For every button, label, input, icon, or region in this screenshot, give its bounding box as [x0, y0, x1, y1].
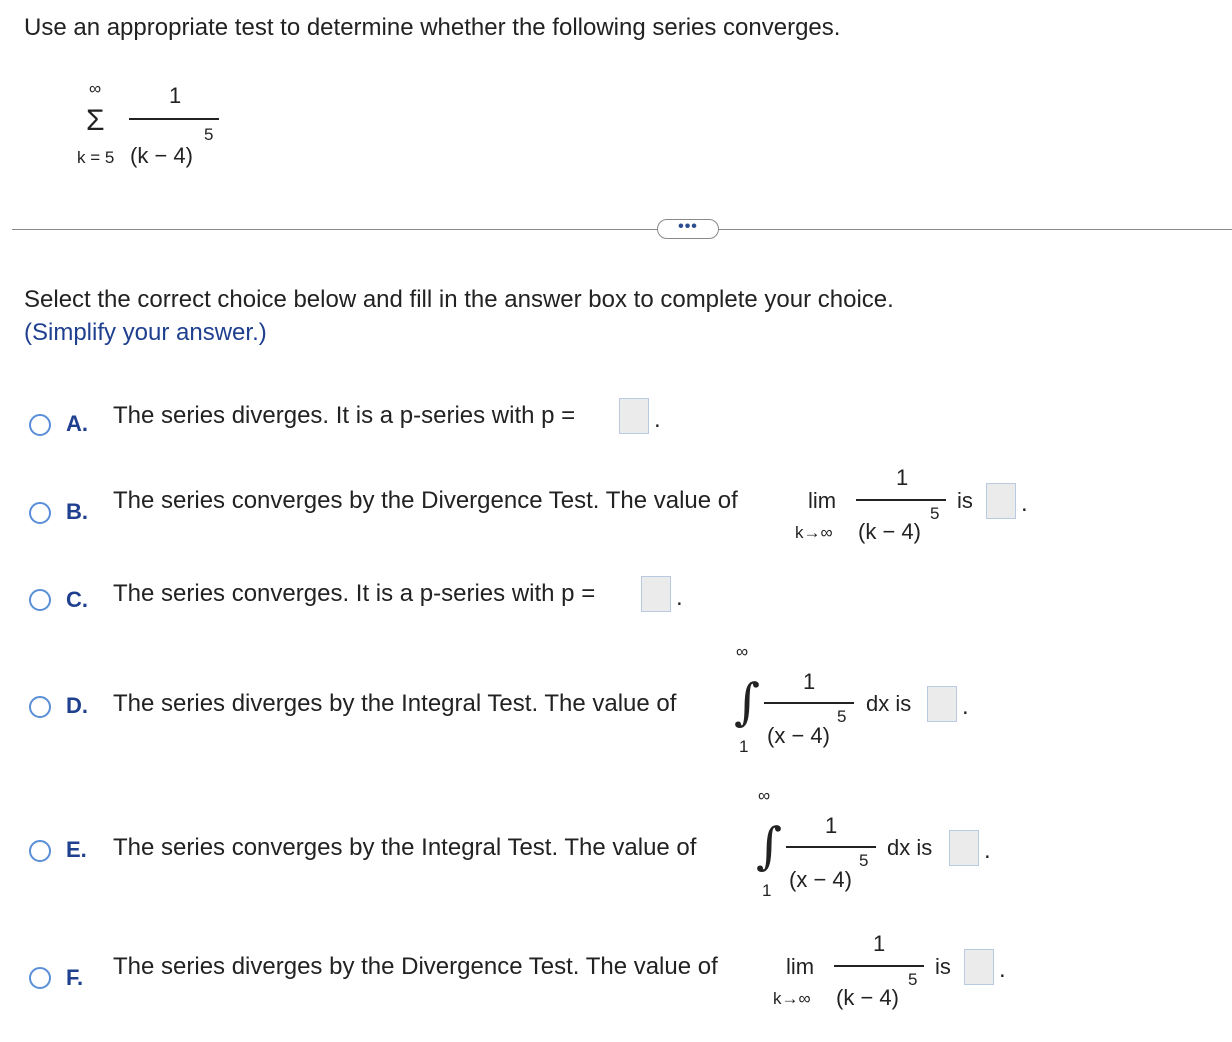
series-lower-limit: k = 5: [77, 148, 115, 167]
choice-e-text: The series converges by the Integral Test. The value of: [113, 834, 697, 861]
series-fraction-bar: [129, 118, 219, 120]
choice-d-dx-is: dx is: [866, 691, 912, 716]
choice-a-letter: A.: [66, 411, 88, 436]
sigma-symbol: Σ: [86, 104, 105, 137]
series-upper-limit: ∞: [89, 79, 102, 98]
choice-b-fraction-bar: [856, 499, 946, 501]
choice-e-letter: E.: [66, 837, 87, 862]
choice-b-letter: B.: [66, 499, 88, 524]
choice-f-period: .: [999, 956, 1006, 983]
choice-e-fraction-bar: [786, 846, 876, 848]
choice-d-exponent: 5: [837, 707, 847, 726]
section-divider: [12, 229, 1232, 230]
answer-box-b[interactable]: [986, 483, 1016, 519]
choice-f-text: The series diverges by the Divergence Test. The value of: [113, 953, 718, 980]
choice-a-period: .: [654, 406, 661, 433]
choice-f-is: is: [935, 954, 951, 979]
choice-e-lower-limit: 1: [762, 881, 772, 900]
choice-f-denominator: (k − 4): [836, 985, 899, 1010]
choice-c-letter: C.: [66, 587, 88, 612]
choice-e-upper-limit: ∞: [758, 786, 771, 805]
choice-e-exponent: 5: [859, 851, 869, 870]
choice-e-dx-is: dx is: [887, 835, 933, 860]
answer-box-c[interactable]: [641, 576, 671, 612]
radio-choice-d[interactable]: [29, 696, 51, 718]
radio-choice-f[interactable]: [29, 967, 51, 989]
series-exponent: 5: [204, 125, 214, 144]
choice-b-is: is: [957, 488, 973, 513]
radio-choice-e[interactable]: [29, 840, 51, 862]
choice-f-numerator: 1: [873, 931, 886, 956]
choice-d-upper-limit: ∞: [736, 642, 749, 661]
choice-e-period: .: [984, 837, 991, 864]
choice-d-numerator: 1: [803, 669, 816, 694]
choice-c-period: .: [676, 584, 683, 611]
choice-d-lower-limit: 1: [739, 737, 749, 756]
choice-b-denominator: (k − 4): [858, 519, 921, 544]
choice-a-text: The series diverges. It is a p-series with p =: [113, 402, 576, 429]
choice-f-lim: lim: [786, 954, 815, 979]
choice-f-letter: F.: [66, 965, 84, 990]
radio-choice-a[interactable]: [29, 414, 51, 436]
choice-b-exponent: 5: [930, 504, 940, 523]
radio-choice-b[interactable]: [29, 502, 51, 524]
answer-box-a[interactable]: [619, 398, 649, 434]
choice-c-text: The series converges. It is a p-series with p =: [113, 580, 596, 607]
ellipsis-icon: •••: [678, 217, 698, 235]
choice-f-exponent: 5: [908, 970, 918, 989]
answer-box-d[interactable]: [927, 686, 957, 722]
choice-b-text: The series converges by the Divergence Test. The value of: [113, 487, 738, 514]
radio-choice-c[interactable]: [29, 589, 51, 611]
choice-d-letter: D.: [66, 693, 88, 718]
choice-b-period: .: [1021, 490, 1028, 517]
choice-d-period: .: [962, 693, 969, 720]
choice-e-numerator: 1: [825, 813, 838, 838]
series-denominator: (k − 4): [130, 143, 193, 168]
choice-f-fraction-bar: [834, 965, 924, 967]
choice-e-denominator: (x − 4): [789, 867, 852, 892]
question-prompt: Use an appropriate test to determine whether the following series converges.: [24, 14, 841, 41]
series-numerator: 1: [169, 83, 182, 108]
choice-d-denominator: (x − 4): [767, 723, 830, 748]
choice-d-integral-sign: ∫: [734, 673, 761, 731]
expand-more-button[interactable]: [657, 219, 719, 239]
instructions-text: Select the correct choice below and fill in the answer box to complete your choice.: [24, 286, 894, 313]
choice-b-lim-subscript: k→∞: [795, 523, 833, 542]
simplify-hint: (Simplify your answer.): [24, 319, 267, 346]
choice-d-text: The series diverges by the Integral Test. The value of: [113, 690, 677, 717]
choice-f-lim-subscript: k→∞: [773, 989, 811, 1008]
choice-d-fraction-bar: [764, 702, 854, 704]
choice-b-lim: lim: [808, 488, 837, 513]
answer-box-f[interactable]: [964, 949, 994, 985]
answer-box-e[interactable]: [949, 830, 979, 866]
choice-e-integral-sign: ∫: [756, 817, 783, 875]
choice-b-numerator: 1: [896, 465, 909, 490]
